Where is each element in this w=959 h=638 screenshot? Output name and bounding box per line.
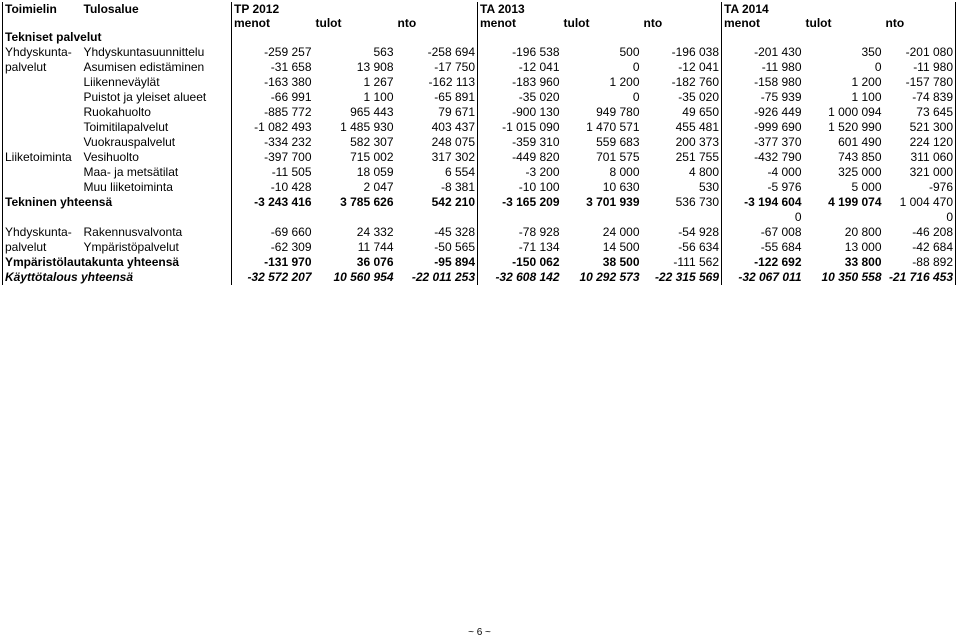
spacer-row bbox=[3, 210, 956, 225]
value-cell: -32 067 011 bbox=[722, 270, 804, 285]
value-cell: -162 113 bbox=[428, 75, 475, 89]
value-cell: -900 130 bbox=[478, 105, 562, 120]
tulosalue-cell: Puistot ja yleiset alueet bbox=[83, 90, 207, 104]
value-cell: 3 701 939 bbox=[586, 195, 640, 209]
value-cell: -3 194 604 bbox=[722, 195, 804, 210]
value-cell: -196 538 bbox=[478, 45, 562, 60]
value-cell: -1 015 090 bbox=[478, 120, 562, 135]
value-cell: 33 800 bbox=[844, 255, 882, 269]
value-cell: 1 200 bbox=[851, 75, 882, 89]
value-cell bbox=[562, 30, 642, 45]
toimielin-cell: Tekniset palvelut bbox=[3, 30, 82, 45]
value-cell bbox=[722, 30, 804, 45]
value-cell: -158 980 bbox=[722, 75, 804, 90]
value-cell: -157 780 bbox=[884, 75, 956, 90]
value-cell: 0 bbox=[874, 60, 882, 74]
value-cell: 0 bbox=[722, 210, 804, 225]
value-cell: 18 059 bbox=[356, 165, 394, 179]
page-number: ~ 6 ~ bbox=[468, 627, 491, 638]
value-cell: 251 755 bbox=[675, 150, 719, 164]
value-cell: -359 310 bbox=[478, 135, 562, 150]
tulosalue-cell: Liikenneväylät bbox=[83, 75, 160, 89]
value-cell bbox=[396, 30, 478, 45]
value-cell: -11 505 bbox=[232, 165, 314, 180]
value-cell bbox=[884, 30, 956, 45]
toimielin-cell bbox=[3, 165, 82, 180]
value-cell: 582 307 bbox=[350, 135, 394, 149]
toimielin-cell: palvelut bbox=[3, 240, 82, 255]
tulosalue-cell bbox=[82, 210, 232, 225]
value-cell: 530 bbox=[698, 180, 719, 194]
value-cell: -449 820 bbox=[478, 150, 562, 165]
table-row bbox=[3, 120, 956, 135]
value-cell: 542 210 bbox=[431, 195, 475, 209]
header-cell: menot bbox=[478, 16, 562, 30]
header-cell bbox=[884, 2, 956, 16]
value-cell: -42 684 bbox=[884, 240, 956, 255]
toimielin-cell bbox=[3, 180, 82, 195]
value-cell: 4 800 bbox=[688, 165, 719, 179]
value-cell: 1 004 470 bbox=[884, 195, 956, 210]
value-cell: 20 800 bbox=[844, 225, 882, 239]
tulosalue-cell: Vesihuolto bbox=[83, 150, 139, 164]
value-cell: 500 bbox=[619, 45, 640, 59]
value-cell bbox=[314, 210, 396, 225]
toimielin-cell bbox=[3, 120, 82, 135]
tulosalue-cell: Yhdyskuntasuunnittelu bbox=[83, 45, 205, 59]
header-cell bbox=[396, 2, 478, 16]
value-cell: 14 500 bbox=[602, 240, 640, 254]
value-cell: 1 100 bbox=[851, 90, 882, 104]
toimielin-cell: palvelut bbox=[3, 60, 82, 75]
header-cell: TA 2013 bbox=[478, 2, 562, 16]
value-cell: -50 565 bbox=[434, 240, 475, 254]
value-cell: -31 658 bbox=[232, 60, 314, 75]
value-cell: -75 939 bbox=[722, 90, 804, 105]
value-cell: 311 060 bbox=[884, 150, 956, 165]
value-cell: -3 165 209 bbox=[478, 195, 562, 210]
value-cell: 10 350 558 bbox=[821, 270, 882, 284]
value-cell: -8 381 bbox=[440, 180, 475, 194]
table-row bbox=[3, 240, 956, 255]
header-cell: nto bbox=[643, 16, 663, 30]
value-cell: -131 970 bbox=[232, 255, 314, 270]
value-cell: -54 928 bbox=[678, 225, 719, 239]
value-cell bbox=[314, 30, 396, 45]
value-cell: -122 692 bbox=[722, 255, 804, 270]
value-cell: 965 443 bbox=[350, 105, 394, 119]
value-cell: 36 076 bbox=[356, 255, 394, 269]
value-cell: -201 080 bbox=[884, 45, 956, 60]
value-cell: 1 267 bbox=[363, 75, 394, 89]
value-cell: 350 bbox=[861, 45, 882, 59]
header-cell: menot bbox=[722, 16, 804, 30]
toimielin-cell: Liiketoiminta bbox=[3, 150, 82, 165]
value-cell: -22 315 569 bbox=[654, 270, 719, 284]
table-row bbox=[3, 135, 956, 150]
header-cell bbox=[804, 2, 884, 16]
value-cell: 0 bbox=[884, 210, 956, 225]
value-cell: 13 908 bbox=[356, 60, 394, 74]
tulosalue-cell: Ympäristöpalvelut bbox=[83, 240, 179, 254]
value-cell bbox=[478, 210, 562, 225]
value-cell: -56 634 bbox=[678, 240, 719, 254]
value-cell: 10 630 bbox=[602, 180, 640, 194]
toimielin-cell bbox=[3, 210, 82, 225]
value-cell: 559 683 bbox=[596, 135, 640, 149]
value-cell bbox=[396, 210, 478, 225]
header-row-years bbox=[3, 2, 956, 16]
table-row bbox=[3, 60, 956, 75]
value-cell bbox=[562, 210, 642, 225]
value-cell bbox=[232, 210, 314, 225]
table-row bbox=[3, 90, 956, 105]
value-cell: -432 790 bbox=[722, 150, 804, 165]
value-cell: 455 481 bbox=[675, 120, 719, 134]
value-cell: 8 000 bbox=[609, 165, 640, 179]
table-row bbox=[3, 45, 956, 60]
value-cell: -259 257 bbox=[232, 45, 314, 60]
value-cell: -201 430 bbox=[722, 45, 804, 60]
value-cell: 79 671 bbox=[438, 105, 475, 119]
header-cell: tulot bbox=[315, 16, 342, 30]
value-cell: 73 645 bbox=[884, 105, 956, 120]
header-cell: nto bbox=[884, 16, 956, 30]
value-cell: -3 243 416 bbox=[232, 195, 314, 210]
table-row bbox=[3, 75, 956, 90]
grand-total-row bbox=[3, 270, 956, 285]
value-cell: -22 011 253 bbox=[411, 270, 475, 284]
value-cell bbox=[804, 30, 884, 45]
value-cell: 10 292 573 bbox=[579, 270, 640, 284]
value-cell: 2 047 bbox=[363, 180, 394, 194]
value-cell: 6 554 bbox=[444, 165, 475, 179]
value-cell bbox=[232, 30, 314, 45]
value-cell: -45 328 bbox=[434, 225, 475, 239]
value-cell: -66 991 bbox=[232, 90, 314, 105]
value-cell: -17 750 bbox=[434, 60, 475, 74]
value-cell: -377 370 bbox=[722, 135, 804, 150]
value-cell: -32 572 207 bbox=[232, 270, 314, 285]
toimielin-cell: Käyttötalous yhteensä bbox=[3, 270, 82, 285]
value-cell: 1 520 990 bbox=[828, 120, 882, 134]
value-cell: -46 208 bbox=[884, 225, 956, 240]
value-cell: 4 199 074 bbox=[828, 195, 882, 209]
value-cell: -95 894 bbox=[434, 255, 475, 269]
value-cell: -11 980 bbox=[884, 60, 956, 75]
toimielin-cell: Yhdyskunta- bbox=[3, 225, 82, 240]
tulosalue-cell: Asumisen edistäminen bbox=[83, 60, 205, 74]
header-cell: Tulosalue bbox=[83, 2, 139, 16]
value-cell: -926 449 bbox=[722, 105, 804, 120]
value-cell: -11 980 bbox=[722, 60, 804, 75]
value-cell: -32 608 142 bbox=[478, 270, 562, 285]
value-cell: 38 500 bbox=[602, 255, 640, 269]
value-cell: -65 891 bbox=[434, 90, 475, 104]
value-cell: 1 200 bbox=[609, 75, 640, 89]
value-cell: 949 780 bbox=[596, 105, 640, 119]
value-cell: 0 bbox=[632, 90, 640, 104]
value-cell: -10 428 bbox=[232, 180, 314, 195]
value-cell: 1 100 bbox=[363, 90, 394, 104]
value-cell: 49 650 bbox=[682, 105, 719, 119]
value-cell: 317 302 bbox=[431, 150, 475, 164]
toimielin-cell bbox=[3, 105, 82, 120]
value-cell: 325 000 bbox=[838, 165, 882, 179]
header-cell bbox=[314, 2, 396, 16]
value-cell: -258 694 bbox=[427, 45, 475, 59]
value-cell: -74 839 bbox=[884, 90, 956, 105]
value-cell: 521 300 bbox=[884, 120, 956, 135]
value-cell: 248 075 bbox=[431, 135, 475, 149]
value-cell bbox=[804, 210, 884, 225]
value-cell: 24 000 bbox=[602, 225, 640, 239]
tulosalue-cell: Toimitilapalvelut bbox=[83, 120, 169, 134]
table-row bbox=[3, 180, 956, 195]
toimielin-cell: Ympäristölautakunta yhteensä bbox=[3, 255, 82, 270]
header-row-columns bbox=[3, 16, 956, 30]
header-cell bbox=[3, 16, 82, 30]
value-cell: -71 134 bbox=[478, 240, 562, 255]
table-row bbox=[3, 225, 956, 240]
subtotal-row bbox=[3, 255, 956, 270]
header-cell: TA 2014 bbox=[722, 2, 804, 16]
value-cell: 10 560 954 bbox=[333, 270, 394, 284]
value-cell: 200 373 bbox=[675, 135, 719, 149]
value-cell: -183 960 bbox=[478, 75, 562, 90]
value-cell: -62 309 bbox=[232, 240, 314, 255]
value-cell: -35 020 bbox=[678, 90, 719, 104]
value-cell: -150 062 bbox=[478, 255, 562, 270]
value-cell: -163 380 bbox=[232, 75, 314, 90]
value-cell: -88 892 bbox=[884, 255, 956, 270]
value-cell: -111 562 bbox=[673, 255, 719, 269]
header-cell: tulot bbox=[805, 16, 832, 30]
table-row bbox=[3, 165, 956, 180]
value-cell: 743 850 bbox=[838, 150, 882, 164]
value-cell: 715 002 bbox=[350, 150, 394, 164]
value-cell bbox=[642, 30, 722, 45]
value-cell: -3 200 bbox=[478, 165, 562, 180]
value-cell: -67 008 bbox=[722, 225, 804, 240]
header-cell bbox=[562, 2, 642, 16]
header-cell: menot bbox=[232, 16, 314, 30]
value-cell: 1 485 930 bbox=[340, 120, 394, 134]
toimielin-cell bbox=[3, 75, 82, 90]
header-cell: TP 2012 bbox=[232, 2, 314, 16]
header-cell: tulot bbox=[563, 16, 590, 30]
header-cell: nto bbox=[397, 16, 417, 30]
value-cell: -35 020 bbox=[478, 90, 562, 105]
value-cell: -78 928 bbox=[478, 225, 562, 240]
value-cell bbox=[642, 210, 722, 225]
value-cell: -21 716 453 bbox=[884, 270, 956, 285]
value-cell: 601 490 bbox=[838, 135, 882, 149]
value-cell: -196 038 bbox=[671, 45, 719, 59]
value-cell: 13 000 bbox=[844, 240, 882, 254]
value-cell: -5 976 bbox=[722, 180, 804, 195]
tulosalue-cell bbox=[82, 30, 232, 45]
value-cell: 3 785 626 bbox=[340, 195, 394, 209]
header-cell bbox=[642, 2, 722, 16]
value-cell: -976 bbox=[884, 180, 956, 195]
toimielin-cell bbox=[3, 135, 82, 150]
header-cell: Toimielin bbox=[3, 2, 82, 16]
value-cell: 11 744 bbox=[357, 240, 394, 254]
value-cell: -182 760 bbox=[671, 75, 719, 89]
value-cell: -885 772 bbox=[232, 105, 314, 120]
value-cell: -1 082 493 bbox=[232, 120, 314, 135]
toimielin-cell: Yhdyskunta- bbox=[3, 45, 82, 60]
subtotal-row bbox=[3, 195, 956, 210]
section-row bbox=[3, 30, 956, 45]
budget-table bbox=[2, 2, 956, 285]
value-cell: 536 730 bbox=[675, 195, 719, 209]
value-cell: -12 041 bbox=[678, 60, 719, 74]
value-cell: 24 332 bbox=[356, 225, 394, 239]
table-row bbox=[3, 105, 956, 120]
tulosalue-cell: Ruokahuolto bbox=[83, 105, 151, 119]
value-cell: 5 000 bbox=[851, 180, 882, 194]
tulosalue-cell: Maa- ja metsätilat bbox=[83, 165, 179, 179]
value-cell: 701 575 bbox=[596, 150, 640, 164]
tulosalue-cell: Vuokrauspalvelut bbox=[83, 135, 176, 149]
value-cell: -10 100 bbox=[478, 180, 562, 195]
value-cell: -4 000 bbox=[722, 165, 804, 180]
value-cell: -397 700 bbox=[232, 150, 314, 165]
value-cell: -55 684 bbox=[722, 240, 804, 255]
value-cell bbox=[478, 30, 562, 45]
value-cell: 224 120 bbox=[884, 135, 956, 150]
value-cell: -12 041 bbox=[478, 60, 562, 75]
value-cell: 1 470 571 bbox=[586, 120, 640, 134]
value-cell: 563 bbox=[373, 45, 394, 59]
value-cell: -334 232 bbox=[232, 135, 314, 150]
value-cell: -69 660 bbox=[232, 225, 314, 240]
toimielin-cell bbox=[3, 90, 82, 105]
tulosalue-cell: Muu liiketoiminta bbox=[83, 180, 173, 194]
value-cell: 1 000 094 bbox=[828, 105, 882, 119]
toimielin-cell: Tekninen yhteensä bbox=[3, 195, 82, 210]
value-cell: 321 000 bbox=[884, 165, 956, 180]
table-row bbox=[3, 150, 956, 165]
value-cell: 403 437 bbox=[431, 120, 475, 134]
value-cell: -999 690 bbox=[722, 120, 804, 135]
value-cell: 0 bbox=[632, 60, 640, 74]
header-cell bbox=[82, 16, 232, 30]
tulosalue-cell: Rakennusvalvonta bbox=[83, 225, 183, 239]
